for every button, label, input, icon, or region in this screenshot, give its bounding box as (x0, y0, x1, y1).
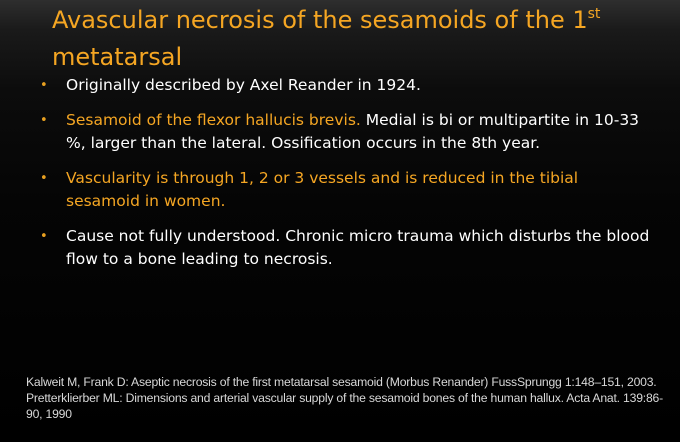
reference-item: Pretterklierber ML: Dimensions and arterial vascular supply of the sesamoid bones of the human hallux. Acta Anat. 139:86-90, 1990 (26, 391, 663, 421)
bullet-dot-icon: • (40, 78, 48, 93)
bullet-item (40, 109, 650, 155)
references (26, 374, 666, 422)
title-line-2: metatarsal (52, 43, 183, 71)
bullet-text-highlight: Sesamoid of the flexor hallucis brevis. (66, 111, 361, 129)
bullet-item (40, 225, 650, 271)
bullet-dot-icon: • (40, 229, 48, 244)
bullet-item (40, 167, 650, 213)
slide-title (52, 4, 652, 74)
title-superscript: st (587, 6, 601, 22)
title-main: Avascular necrosis of the sesamoids of the 1 (52, 6, 588, 34)
bullet-dot-icon: • (40, 113, 48, 128)
bullet-list (40, 74, 650, 283)
bullet-dot-icon: • (40, 171, 48, 186)
bullet-text-highlight: Vascularity is through 1, 2 or 3 vessels and is reduced in the tibial sesamoid in women. (66, 169, 579, 210)
bullet-text: Cause not fully understood. Chronic micro trauma which disturbs the blood flow to a bone leading to necrosis. (66, 227, 650, 268)
bullet-item (40, 74, 650, 97)
reference-item: Kalweit M, Frank D: Aseptic necrosis of the first metatarsal sesamoid (Morbus Renander) FussSprungg 1:148–151, 2003. (26, 375, 657, 389)
bullet-text: Medial is bi or multipartite in 10-33 %, larger than the lateral. Ossification occurs in the 8th year. (66, 111, 640, 152)
bullet-text: Originally described by Axel Reander in 1924. (66, 76, 421, 94)
